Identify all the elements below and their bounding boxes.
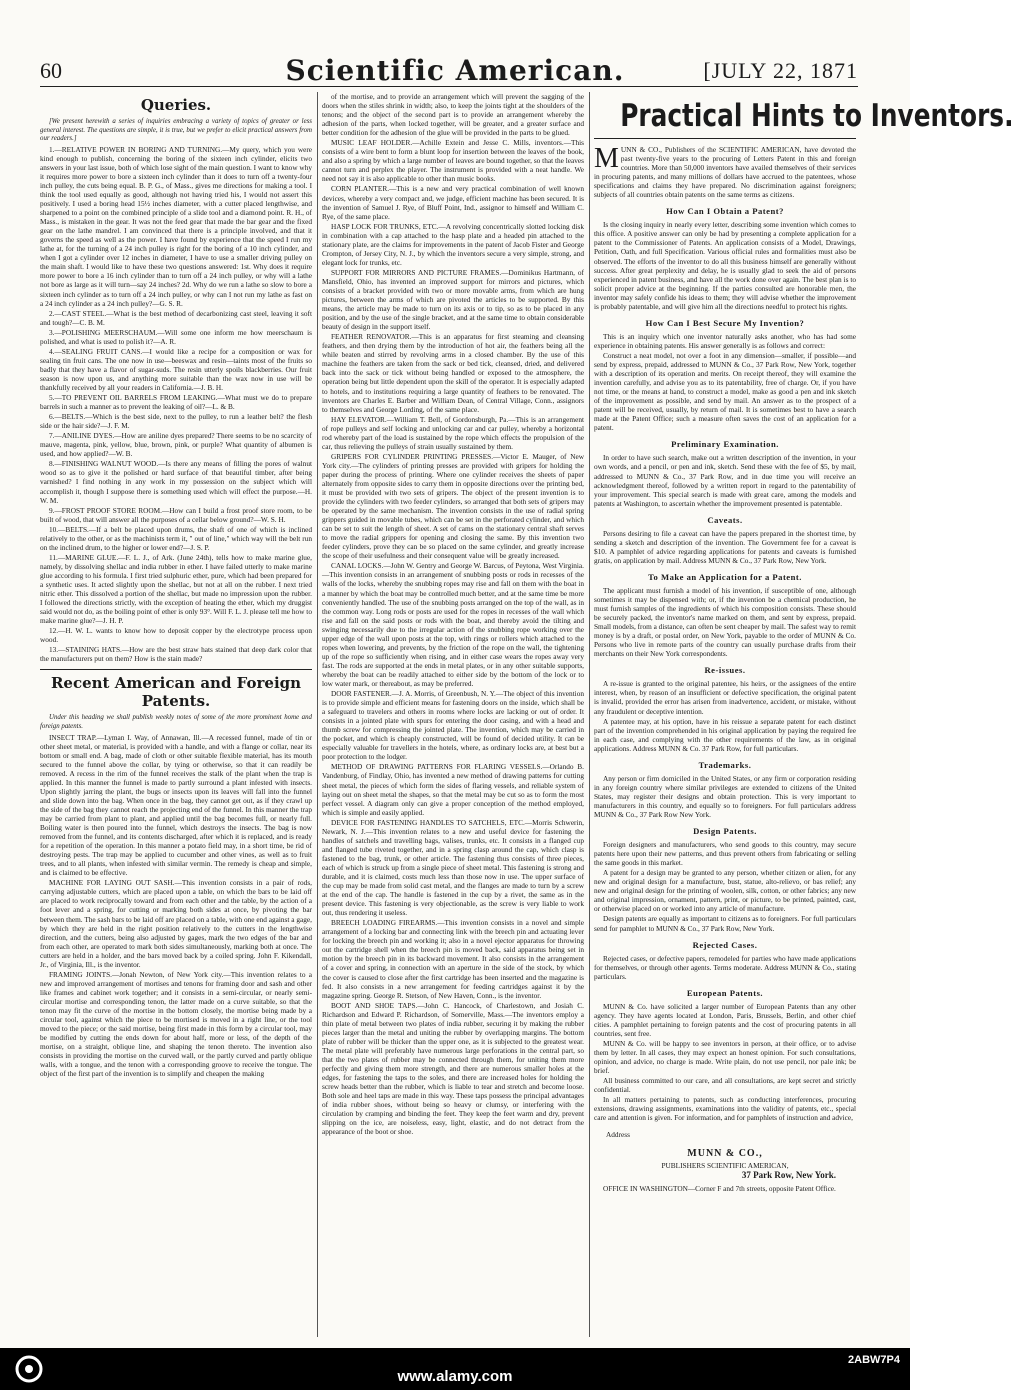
hints-subheading: Trademarks. <box>698 759 752 770</box>
hints-intro <box>594 145 856 199</box>
hints-paragraph: In order to have such search, make out a written description of the invention, in your own words, and a pencil, or pen and ink, sketch. Send these with the fee of $5, by mail, addressed to MUNN & Co., 37 Park Row, and in due time you will receive an acknowledgment thereof, followed by a written report in regard to the patentability of your improvement. This special search is made with great care, among the models and patents at Washington, to ascertain whether the improvement presented is patentable. <box>594 453 856 508</box>
patents-title: Recent American and Foreign Patents. <box>50 674 302 711</box>
masthead: Scientific American. <box>285 54 625 87</box>
patent-item: HASP LOCK FOR TRUNKS, ETC.—A revolving concentrically slotted locking disk in combination with a cap attached to the hasp plate and a headed pin attached to the stationary plate, are the claims for improvements in the patent of Jacob Fister and George Crompton, of Jersey City, N. J., by which the inventors secure a very simple, strong, and elegant lock for trunks, etc. <box>322 221 584 267</box>
hints-subheading: Design Patents. <box>693 826 757 837</box>
hints-intro-text: UNN & CO., Publishers of the SCIENTIFIC AMERICAN, have devoted the past twenty-five years to the procuring of Letters Patent in this and foreign countries. More than 50,000 inventors have availed themselves of their services in procuring patents, and many millions of dollars have accrued to the patentees, whose specifications and claims they have prepared. No discrimination against foreigners; subjects of all countries obtain patents on the same terms as citizens. <box>594 145 856 200</box>
queries-title: Queries. <box>140 96 212 114</box>
issue-date: [JULY 22, 1871 <box>703 58 858 83</box>
hints-paragraph: Design patents are equally as important to citizens as to foreigners. For full particulars send for pamphlet to MUNN & Co., 37 Park Row, New York. <box>594 914 856 933</box>
patent-item: BREECH LOADING FIREARMS.—This invention consists in a novel and simple arrangement of a locking bar and connecting link with the breech pin and actuating lever for locking the breech pin and working it; also in a novel ejector apparatus for throwing out the cartridge shell when the breech pin is moved back, said apparatus being set in motion by the breech pin in its backward movement. It also consists in the arrangement of a cover and spring, in connection with an aperture in the side of the stock, by which the cover is caused to close after the first cartridge has been inserted and the magazine is fed. It also consists in a new arrangement for feeding cartridges against it by the magazine spring. George R. Stetson, of New Haven, Conn., is the inventor. <box>322 918 584 1000</box>
page-number: 60 <box>40 58 62 83</box>
query-item: 8.—FINISHING WALNUT WOOD.—Is there any means of filling the pores of walnut wood so as to give it the polished or hard surface of that beautiful timber, after being varnished? I find nothing in any work in my possession on the subject which will accomplish it, though I suppose there is something used which will effect the purpose.—H. W. M. <box>40 459 312 505</box>
hints-paragraph: Foreign designers and manufacturers, who send goods to this country, may secure patents here upon their new patterns, and thus prevent others from fabricating or selling the same goods in this market. <box>594 840 856 868</box>
query-item: 10.—BELTS.—If a belt be placed upon drums, the shaft of one of which is inclined relatively to the other, or as the machinists term it, " out of line," which way will the belt run on the inclined drum, to the higher or lower end?—J. S. P. <box>40 524 312 552</box>
queries-intro: [We present herewith a series of inquiries embracing a variety of topics of greater or less general interest. The questions are simple, it is true, but we prefer to elicit practical answers from our readers.] <box>40 118 312 143</box>
hints-subheading: European Patents. <box>686 987 764 998</box>
query-item: 12.—H. W. L. wants to know how to deposit copper by the electrotype process upon wood. <box>40 626 312 645</box>
query-item: 6.—BELTS.—Which is the best side, next to the pulley, to run a leather belt? the flesh side or the hair side?—J. F. M. <box>40 412 312 431</box>
hints-title: Practical Hints to Inventors. <box>620 98 1014 134</box>
hints-subheading: How Can I Obtain a Patent? <box>666 206 784 217</box>
patent-item: of the mortise, and to provide an arrangement which will prevent the sagging of the doors when the stiles shrink in width; also, to keep the joints tight at the shoulders of the tenons; and the object of the second part is to provide an arrangement whereby the adhesion of the parts, when locked together, will be greater, and a greater surface and better condition for the adhesion of the glue will be provided in the parts to be glued. <box>322 92 584 138</box>
hints-subheading: Preliminary Examination. <box>671 439 779 450</box>
hints-paragraph: A re-issue is granted to the original patentee, his heirs, or the assignees of the entire interest, when, by reason of an insufficient or defective specification, the original patent is invalid, provided the error has arisen from inadvertence, accident, or mistake, without any fraudulent or deceptive intention. <box>594 679 856 716</box>
hints-paragraph: MUNN & Co. will be happy to see inventors in person, at their office, or to advise them by letter. In all cases, they may expect an honest opinion. For such consultations, opinion, and advice, no charge is made. Write plain, do not use pencil, nor pale ink; be brief. <box>594 1038 856 1076</box>
image-code: 2ABW7P4 <box>848 1354 900 1366</box>
hints-subheading: How Can I Best Secure My Invention? <box>645 317 805 328</box>
query-item: 9.—FROST PROOF STORE ROOM.—How can I build a frost proof store room, to be built of wood, that will answer all the purposes of a cellar below ground?—W. S. H. <box>40 505 312 524</box>
patent-item: DEVICE FOR FASTENING HANDLES TO SATCHELS, ETC.—Morris Schwerin, Newark, N. J.—This invention relates to a new and useful device for fastening the handles of satchels and travelling bags, valises, trunks, etc. It consists in a flanged cup and flanged tube riveted together, and in a spring clasp around the cap, which clasp is fastened to the bag, trunk, or other article. The fastening thus consists of three pieces, each of which is struck up from a single piece of sheet metal. This fastening is strong and durable, and it is claimed, costs much less than those now in use. The upper surface of the cup may be made from solid cast metal, and the flanges are made to turn by a screw at the end of the cap. The handle is fastened in the cup by a rivet, the same as in the present device. This fastening is very objectionable, as the screw is very liable to work out, thus rendering it useless. <box>322 817 584 918</box>
patent-item: MACHINE FOR LAYING OUT SASH.—This invention consists in a pair of rods, carrying adjustable cutters, which are placed upon a table, on which the bars to be laid off are placed to work reciprocally toward and from each other and the table, by the action of a foot lever and a spring, for cutting or marking both sides at once, by pivoting the bar between them. The sash bars to be laid off are placed on a table, with one end against a gage, by which they are held in the right position relatively to the cutters in the lengthwise direction, and the cutters, being also adjusted by gages, mark the two edges of the bar and from each other, are operated to mark both sides simultaneously, marking both at once. The cutters are held in a holder, and the bars moved back by a coiled spring. John F. Kikendall, Jr., of Virginia, Ill., is the inventor. <box>40 878 312 969</box>
hints-subheading: Caveats. <box>707 514 743 525</box>
hints-rule <box>594 138 856 139</box>
header-rule <box>40 86 858 87</box>
hints-paragraph: Is the closing inquiry in nearly every letter, describing some invention which comes to this office. A positive answer can only be had by presenting a complete application for a patent to the Commissioner of Patents. An application consists of a Model, Drawings, Petition, Oath, and full Specification. Various official rules and formalities must also be observed. The efforts of the inventor to do all this business himself are generally without success. After great perplexity and delay, he is usually glad to seek the aid of persons experienced in patent business, and have all the work done over again. The best plan is to solicit proper advice at the beginning. If the parties consulted are honorable men, the inventor may safely confide his ideas to them; they will advise whether the improvement is probably patentable, and will give him all the directions needful to protect his rights. <box>594 220 856 311</box>
patent-item: DOOR FASTENER.—J. A. Morris, of Greenbush, N. Y.—The object of this invention is to provide simple and efficient means for fastening doors on the inside, which shall be a safeguard to travelers and others in rooms where locks are lacking or out of order. It consists in a jointed plate with spurs for entering the door casing, and with a head and thumb screw for compressing the jointed plate. The invention, which may be carried in the pocket, and which is cheaply constructed, will be found of decided utility. It can be especially valuable for travellers in the hotels, where, as ordinary locks are, at best but a poor protection to the lodger. <box>322 689 584 762</box>
patent-item: GRIPERS FOR CYLINDER PRINTING PRESSES.—Victor E. Mauger, of New York city.—The cylinders of printing presses are provided with gripers for holding the paper during the process of printing. Where one cylinder receives the sheets of paper alternately from opposite sides to carry them in opposite directions over the printing bed, it must be provided with two sets of gripers. The object of the present invention is to provide the cylinders with two feeder cylinders, so arranged that both sets of gripers may be operated by the same mechanism. The invention consists in the use of radial spring grippers guided in movable tubes, which can be set in the perforated cylinder, and which can be set to suit the length of sheet. A set of cams on the stationary central shaft serves to move the radial grippers for opening and closing the same. By this invention two feeder cylinders, prove they can be so placed on the same cylinder, and greatly increase the scope of their usefulness and their consequent value will be greatly increased. <box>322 451 584 561</box>
patent-item: BOOT AND SHOE TAPS.—John C. Hancock, of Charlestown, and Josiah C. Richardson and Edward P. Richardson, of Somerville, Mass.—The inventors employ a thin plate of metal between two plates of india rubber, securing it by making the rubber pieces larger than the metal and uniting the rubber by overlapping margins. The bottom plate of rubber will be thicker than the upper one, as it is subjected to the greatest wear. The metal plate will preferably have numerous large perforations in the central part, so that the two plates of rubber may be connected through them, for uniting them more perfectly and giving them more strength, and there are numerous smaller holes at the edges, for fastening the taps to the soles, and there are increased holes for holding the screw heads better than the rubber, which is liable to tear and stretch and become loose. Both sole and heel taps are made in this way. These taps possess the principal advantages of india rubber shoes, without being so heavy or clumsy, or interfering with the circulation by cramping and binding the feet. They keep the feet warm and dry, prevent slipping on the ice, are noiseless, easy, light, elastic, and do not detract from the appearance of the boot or shoe. <box>322 1000 584 1137</box>
hints-paragraph: All business committed to our care, and all consultations, are kept secret and strictly confidential. <box>594 1076 856 1095</box>
hints-subheading: To Make an Application for a Patent. <box>648 571 802 582</box>
hints-paragraph: A patent for a design may be granted to any person, whether citizen or alien, for any new and original design for a manufacture, bust, statue, alto-relievo, or bas relief; any new and original design for the printing of woolen, silk, cotton, or other fabrics; any new and original impression, ornament, pattern, print, or picture, to be printed, painted, cast, or otherwise placed on or worked into any article of manufacture. <box>594 868 856 914</box>
patents-intro: Under this heading we shall publish weekly notes of some of the more prominent home and foreign patents. <box>40 714 312 730</box>
section-rule <box>40 669 312 670</box>
query-item: 2.—CAST STEEL.—What is the best method of decarbonizing cast steel, leaving it soft and tough?—C. B. M. <box>40 308 312 327</box>
column-2 <box>322 92 584 1337</box>
hints-paragraph: Any person or firm domiciled in the United States, or any firm or corporation residing in any foreign country where similar privileges are extended to citizens of the United States, may register their designs and obtain protection. This is very important to manufacturers in this country, and equally so to foreigners. For full particulars address MUNN & Co., 37 Park Row New York. <box>594 773 856 819</box>
queries-list <box>40 145 312 664</box>
washington-office: OFFICE IN WASHINGTON—Corner F and 7th streets, opposite Patent Office. <box>603 1183 836 1193</box>
hints-sections <box>594 207 856 1122</box>
patent-item: FEATHER RENOVATOR.—This is an apparatus for first steaming and cleansing feathers, and then drying them by the introduction of hot air, the feathers being all the while beaten and stirred by revolving arms in a closed chamber. By the use of this machine the feathers are taken from the sack or bed tick, cleansed, dried, and delivered back into the sack or tick without being handled or exposed to the atmosphere, the operation being but little dependent upon the skill of the operator. It is especially adapted to hotels, and to institutions requiring a large quantity of feathers to be renovated. The inventors are Charles E. Barber and William Dean, of Central Village, Conn., assignors to themselves and George Lording, of the same place. <box>322 332 584 414</box>
patent-item: CORN PLANTER.—This is a new and very practical combination of well known devices, whereby a very compact and, we judge, efficient machine has been secured. It is the invention of Samuel J. Rye, of Bluff Point, Ind., assignor to himself and William C. Rye, of the same place. <box>322 184 584 221</box>
patent-item: CANAL LOCKS.—John W. Gentry and George W. Barcus, of Peytona, West Virginia.—This invention consists in an arrangement of snubbing posts or rods in recesses of the walls of the locks, whereby the snubbing ropes may rise and fall on them with the boat in a manner by which the boat may be controlled much better, and at the same time be more conveniently handled. The use of the snubbing posts arranged on the top of the wall, as in the common way. Long rods or posts are used for the ropes in recesses of the wall which rise and fall on the said posts or rods with the boat, and thereby avoid the tilting and swinging necessarily due to the irregular action of the snubbing rope working over the upper edge of the wall upon posts at the top, with rings or rollers which attached to the ropes when lowering, and prevents, by the friction of the rope on the wall, the tightening up of the rope so sufficiently when rising, and in either case wears the ropes away very fast. The rods are supported at the ends in metal plates, or in any other suitable supports, whereby the boat can be readily attached to either side by the bottom of the lock or to low water mark, or thereabout, as may be preferred. <box>322 561 584 688</box>
address-label: Address <box>606 1130 630 1140</box>
query-item: 1.—RELATIVE POWER IN BORING AND TURNING.—My query, which you were kind enough to publish, concerning the boring of the sixteen inch cylinder, elicits two answers in your last issue, both of which lose sight of the main question. I want to know why it requires more power to bore a sixteen inch cylinder than it does to turn off a twenty-four inch pulley, the cuts being equal. B. P. G., of Mass., gives me directions for making a tool. I think the tool used equally as good, although not having tried his, I would not assert this positively. I used a boring head 15½ inches diameter, with a cutter placed lengthwise, and sharpened to a point on the combined principle of a slide tool and a diamond point. R. H., of Mass., is mistaken in the gear. It was not the feed gear that made the bar gear and the fixed gear on the lathe mandrel. I am convinced that there is a principle involved, and that it governs the speed as well as the power. I have found by experience that the speed I run my lathe at, for the turning of a 24 inch pulley is right for the boring of a 10 inch cylinder, and when I got a cylinder over 12 inches in diameter, I have to use a smaller driving pulley on the main shaft. I would like to have these two questions answered: 1st. Why does it require more power to bore a 16 inch cylinder than to turn off a 24 inch pulley, or why will a lathe not bore as large as it will turn—say 24 inches? 2d. Why do we run a lathe so slow to bore a sixteen inch cylinder as to turn off a 24 inch pulley, or why can I not run my lathe as fast on a 24 inch cylinder as a 24 inch pulley?—G. S. R. <box>40 144 312 308</box>
column-1 <box>40 92 312 1337</box>
hints-paragraph: A patentee may, at his option, have in his reissue a separate patent for each distinct part of the invention comprehended in his original application by paying the required fee in each case, and complying with the other requirements of the law, as in original applications. Address MUNN & Co. 37 Park Row, for full particulars. <box>594 716 856 753</box>
query-item: 4.—SEALING FRUIT CANS.—I would like a recipe for a composition or wax for sealing tin fruit cans. The one now in use—beeswax and resin—taints most of the fruits so badly that they have a flavor of sugar-suds. The resin utterly spoils blackberries. Our fruit season is now upon us, and anything more suitable than the wax now in use will be thankfully received by all your readers in California.—J. B. H. <box>40 346 312 392</box>
street-address: 37 Park Row, New York. <box>741 1169 836 1180</box>
hints-paragraph: Construct a neat model, not over a foot in any dimension—smaller, if possible—and send by express, prepaid, addressed to MUNN & Co., 37 Park Row, New York, together with a description of its operation and merits. On receipt thereof, they will examine the invention carefully, and advise you as to its patentability, free of charge. Or, if you have not time, or the means at hand, to construct a model, make as good a pen and ink sketch of the improvement as possible, and send by mail. An answer as to the prospect of a patent will be received, usually, by return of mail. It is sometimes best to have a search made at the Patent Office; such a measure often saves the cost of an application for a patent. <box>594 350 856 433</box>
query-item: 7.—ANILINE DYES.—How are aniline dyes prepared? There seems to be no scarcity of mauve, magenta, pink, yellow, blue, brown, pink, or purple? What quantity of albumen is used, and how applied?—W. B. <box>40 431 312 459</box>
patents-list-part-2 <box>322 92 584 1136</box>
patent-item: HAY ELEVATOR.—William T. Bell, of Gordonsburgh, Pa.—This is an arrangement of rope pulleys and self locking and unlocking car and car pulley, whereby a horizontal rod whereby part of the load is sustained by the rope which effects the propulsion of the car, thus relieving the pulleys of strain usually sustained by them. <box>322 414 584 451</box>
publishers-line: PUBLISHERS SCIENTIFIC AMERICAN, <box>661 1160 789 1170</box>
hints-paragraph: Rejected cases, or defective papers, remodeled for parties who have made applications for themselves, or through other agents. Terms moderate. Address MUNN & Co., stating particulars. <box>594 953 856 981</box>
query-item: 5.—TO PREVENT OIL BARRELS FROM LEAKING.—What must we do to prepare barrels in such a manner as to prevent the leaking of oil?—L. & B. <box>40 393 312 412</box>
hints-paragraph: This is an inquiry which one inventor naturally asks another, who has had some experience in obtaining patents. His answer generally is as follows and correct: <box>594 331 856 350</box>
query-item: 13.—STAINING HATS.—How are the best straw hats stained that deep dark color that the manufacturers put on them? How is the stain made? <box>40 645 312 664</box>
column-3 <box>594 92 1014 1337</box>
patents-list-part-1 <box>40 733 312 1079</box>
patent-item: SUPPORT FOR MIRRORS AND PICTURE FRAMES.—Dominikus Hartmann, of Mansfield, Ohio, has invented an improved support for mirrors and pictures, which consists of a bracket provided with two or more movable arms, from which are hung pictures, between the arms of which are pivoted the articles to be supported. By this means, the article may be made to turn on its axis or to tip, so as to be placed in any position, and by the use of the single bracket, and at the same time to obtain considerable beauty of design in the support itself. <box>322 267 584 332</box>
patent-item: METHOD OF DRAWING PATTERNS FOR FLARING VESSELS.—Orlando B. Vandenburg, of Findlay, Ohio, has invented a new method of drawing patterns for cutting sheet metal, the pieces of which form the sides of flaring vessels, and reliable system of laying out on sheet metal the shapes, so that the metal may be cut so as to form the most perfect vessel. A diagram only can give a proper conception of the method employed, which is simple and easily applied. <box>322 762 584 817</box>
patent-item: MUSIC LEAF HOLDER.—Achille Extein and Jesse C. Mills, inventors.—This consists of a wire bent to form a blunt loop for insertion between the leaves of the book, and also a spring by which a large number of leaves are bound together, so that the leaves cannot turn and perplex the player. The instrument is provided with a neat handle. We need not say it is also applicable to other than music books. <box>322 138 584 184</box>
hints-paragraph: MUNN & Co. have solicited a larger number of European Patents than any other agency. They have agents located at London, Paris, Brussels, Berlin, and other chief cities. A pamphlet pertaining to foreign patents and the cost of procuring patents in all countries, sent free. <box>594 1001 856 1038</box>
query-item: 11.—MARINE GLUE.—F. L. J., of Ark. (June 24th), tells how to make marine glue, namely, by dissolving shellac and india rubber in ether. I have failed utterly to make marine glue according to his formula. I first tried sulphuric ether, pure, which had been prepared for a synthetic uses. It acted slightly upon the shellac, but not at all on the rubber. I next tried nitric ether. This dissolved a portion of the shellac, but made no impression upon the rubber. I followed the directions strictly, with the exception of heating the ether, which my druggist said would not do, as the boiling point of ether is only 93°. Will F. L. J. please tell me how to make marine glue?—J. H. P. <box>40 552 312 626</box>
column-divider <box>317 92 318 1337</box>
hints-subheading: Re-issues. <box>704 665 746 676</box>
watermark-url: www.alamy.com <box>397 1368 513 1385</box>
hints-paragraph: The applicant must furnish a model of his invention, if susceptible of one, although sometimes it may be dispensed with; or, if the invention be a chemical production, he must furnish samples of the ingredients of which his composition consists. These should be securely packed, the inventor's name marked on them, and sent by express, prepaid. Small models, from a distance, can often be sent cheaper by mail. The safest way to remit money is by a draft, or postal order, on New York, payable to the order of MUNN & Co. Persons who live in remote parts of the country can usually purchase drafts from their merchants on their New York correspondents. <box>594 585 856 659</box>
patent-item: INSECT TRAP.—Lyman I. Way, of Annawan, Ill.—A recessed funnel, made of tin or other sheet metal, or material, is provided with a handle, and with a flange or collar, near its bottom or small end. A bag, made of cloth or other suitable flexible material, has its mouth secured to the funnel above the collar, by tying or otherwise, so that it can readily be removed. A recess in the rim of the funnel receives the stalk of the plant when the trap is applied. In this manner the funnel is made to partly surround a plant infested with insects. Upon slightly jarring the plant, the bugs or insects upon its leaves will fall into the funnel and slide down into the bag. When once in the bag, they cannot get out, as if they crawl up the side of the bag they cannot reach the projecting end of the funnel. In this manner the trap may be carried from plant to plant, and applied until the bag becomes full, or nearly full. Boiling water is then poured into the funnel, which destroys the insects. The bag is now removed from the funnel, and its contents discharged, after which it is replaced, and is ready for a repetition of the operation. In this manner a potato field may, in a short time, be rid of destroying pests. The trap may be applied to cucumber and other vines, as well as to fruit trees, and to all plants, when infested with similar vermin. The remedy is cheap and simple, and is claimed to be effective. <box>40 732 312 878</box>
signature: MUNN & CO., <box>687 1148 763 1160</box>
drop-cap: M <box>594 143 619 174</box>
query-item: 3.—POLISHING MEERSCHAUM.—Will some one inform me how meerschaum is polished, and what is used to polish it?—A. R. <box>40 327 312 346</box>
column-divider <box>589 92 590 1337</box>
watermark-bar <box>0 1348 910 1390</box>
hints-paragraph: Persons desiring to file a caveat can have the papers prepared in the shortest time, by sending a sketch and description of the invention. The Government fee for a caveat is $10. A pamphlet of advice regarding applications for patents and caveats is furnished gratis, on application by mail. Address MUNN & Co., 37 Park Row, New York. <box>594 528 856 565</box>
patent-item: FRAMING JOINTS.—Jonah Newton, of New York city.—This invention relates to a new and improved arrangement of mortises and tenons for framing door and sash and other like frames and cabinet work together; and it consists in a semi-circular, or nearly semi-circular mortise and corresponding tenon, the latter made on a curve suitable, so that the tenon may fit the curve of the mortise in the bottom closely, the mortise being made by a circular tool, against which the piece to be mortised is moved in a right line, or the tool moved to the piece; or the said mortise, being first made in this form by a circular tool, may be modified by cutting the ends down for about half, more or less, of the depth of the mortise, on a straight, oblique line, and shaping the tenon thereto. The invention also consists in providing the mortise on the curved wall, or the partly curved and partly oblique walls, with a tongue, and the tenon with a corresponding groove to receive the tongue. The object of the first part of the invention is to simplify and cheapen the making <box>40 969 312 1079</box>
hints-subheading: Rejected Cases. <box>692 939 758 950</box>
hints-paragraph: In all matters pertaining to patents, such as conducting interferences, procuring extensions, drawing assignments, examinations into the validity of patents, etc., special care and attention is given. For information, and for pamphlets of instruction and advice, <box>594 1095 856 1123</box>
